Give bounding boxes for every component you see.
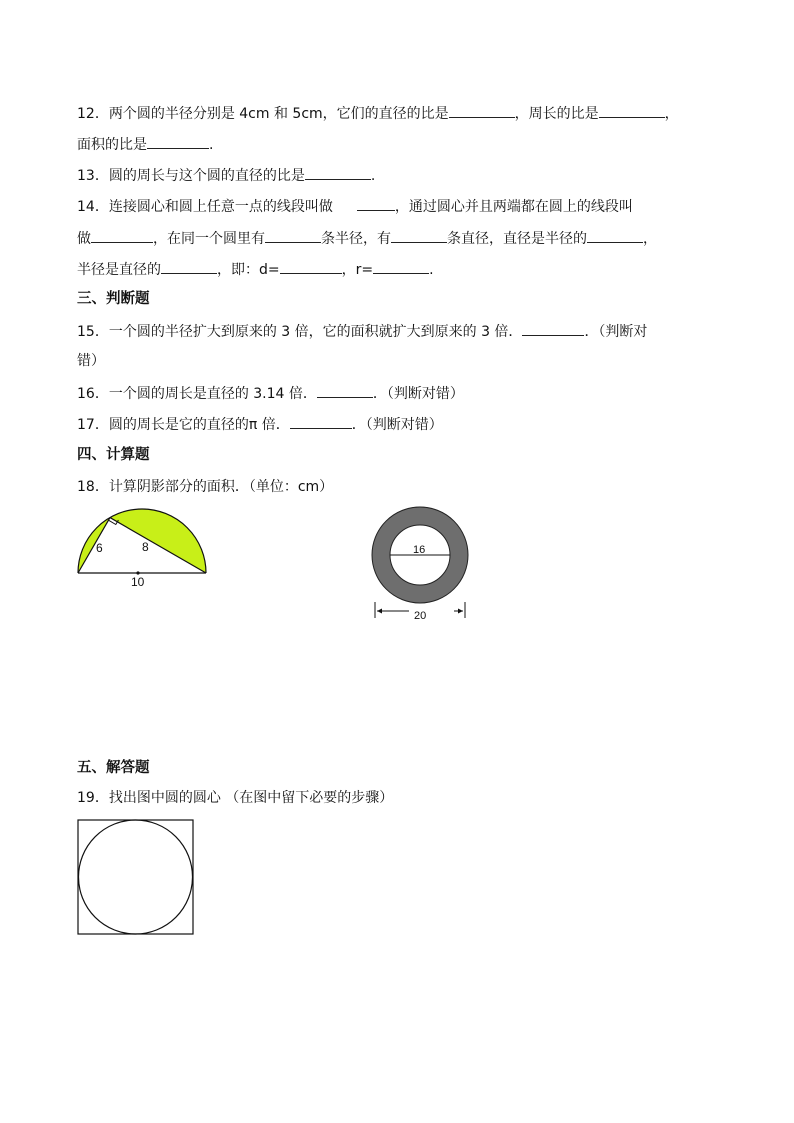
question-14-line-3: 半径是直径的 ，即：d= ，r= . <box>77 258 434 280</box>
answer-blank[interactable] <box>265 227 321 243</box>
question-16: 16．一个圆的周长是直径的 3.14 倍． ．（判断对错） <box>77 382 464 404</box>
answer-blank[interactable] <box>280 258 342 274</box>
shaded-region-right <box>110 509 206 573</box>
question-15-line-2: 错） <box>77 353 105 369</box>
question-14-line-1: 14．连接圆心和圆上任意一点的线段叫做 ，通过圆心并且两端都在圆上的线段叫 <box>77 195 633 217</box>
question-18: 18．计算阴影部分的面积．（单位：cm） <box>77 479 334 495</box>
question-12-line-2: 面积的比是 . <box>77 133 213 155</box>
answer-blank[interactable] <box>147 133 209 149</box>
answer-blank[interactable] <box>449 102 515 118</box>
answer-blank[interactable] <box>161 258 217 274</box>
label-10: 10 <box>131 575 145 589</box>
answer-blank[interactable] <box>305 164 371 180</box>
label-20: 20 <box>414 610 427 622</box>
section-heading-judgement: 三、判断题 <box>77 291 150 307</box>
question-19: 19．找出图中圆的圆心 （在图中留下必要的步骤） <box>77 790 394 806</box>
answer-blank[interactable] <box>317 382 373 398</box>
question-17: 17．圆的周长是它的直径的π 倍． ．（判断对错） <box>77 413 443 435</box>
triangle-leg-6 <box>78 518 110 573</box>
ring-figure <box>360 505 480 625</box>
label-8: 8 <box>142 540 149 554</box>
answer-blank[interactable] <box>587 227 643 243</box>
label-6: 6 <box>96 541 103 555</box>
answer-blank[interactable] <box>357 195 395 211</box>
answer-blank[interactable] <box>373 258 429 274</box>
answer-blank[interactable] <box>391 227 447 243</box>
inscribed-circle <box>79 820 193 934</box>
question-13: 13．圆的周长与这个圆的直径的比是 . <box>77 164 375 186</box>
arrowhead-right <box>458 609 463 614</box>
answer-blank[interactable] <box>522 320 584 336</box>
label-16: 16 <box>413 544 426 556</box>
arrowhead-left <box>377 609 382 614</box>
question-12-line-1: 12．两个圆的半径分别是 4cm 和 5cm，它们的直径的比是 ，周长的比是 ， <box>77 102 679 124</box>
section-heading-answer: 五、解答题 <box>77 760 150 776</box>
semicircle-triangle-figure <box>70 500 220 592</box>
answer-blank[interactable] <box>599 102 665 118</box>
question-15-line-1: 15．一个圆的半径扩大到原来的 3 倍，它的面积就扩大到原来的 3 倍． ．（判断对 <box>77 320 647 342</box>
answer-blank[interactable] <box>91 227 153 243</box>
answer-blank[interactable] <box>290 413 352 429</box>
circle-in-square-figure <box>76 818 196 936</box>
question-14-line-2: 做 ，在同一个圆里有 条半径，有 条直径，直径是半径的 ， <box>77 227 657 249</box>
section-heading-calculation: 四、计算题 <box>77 447 150 463</box>
